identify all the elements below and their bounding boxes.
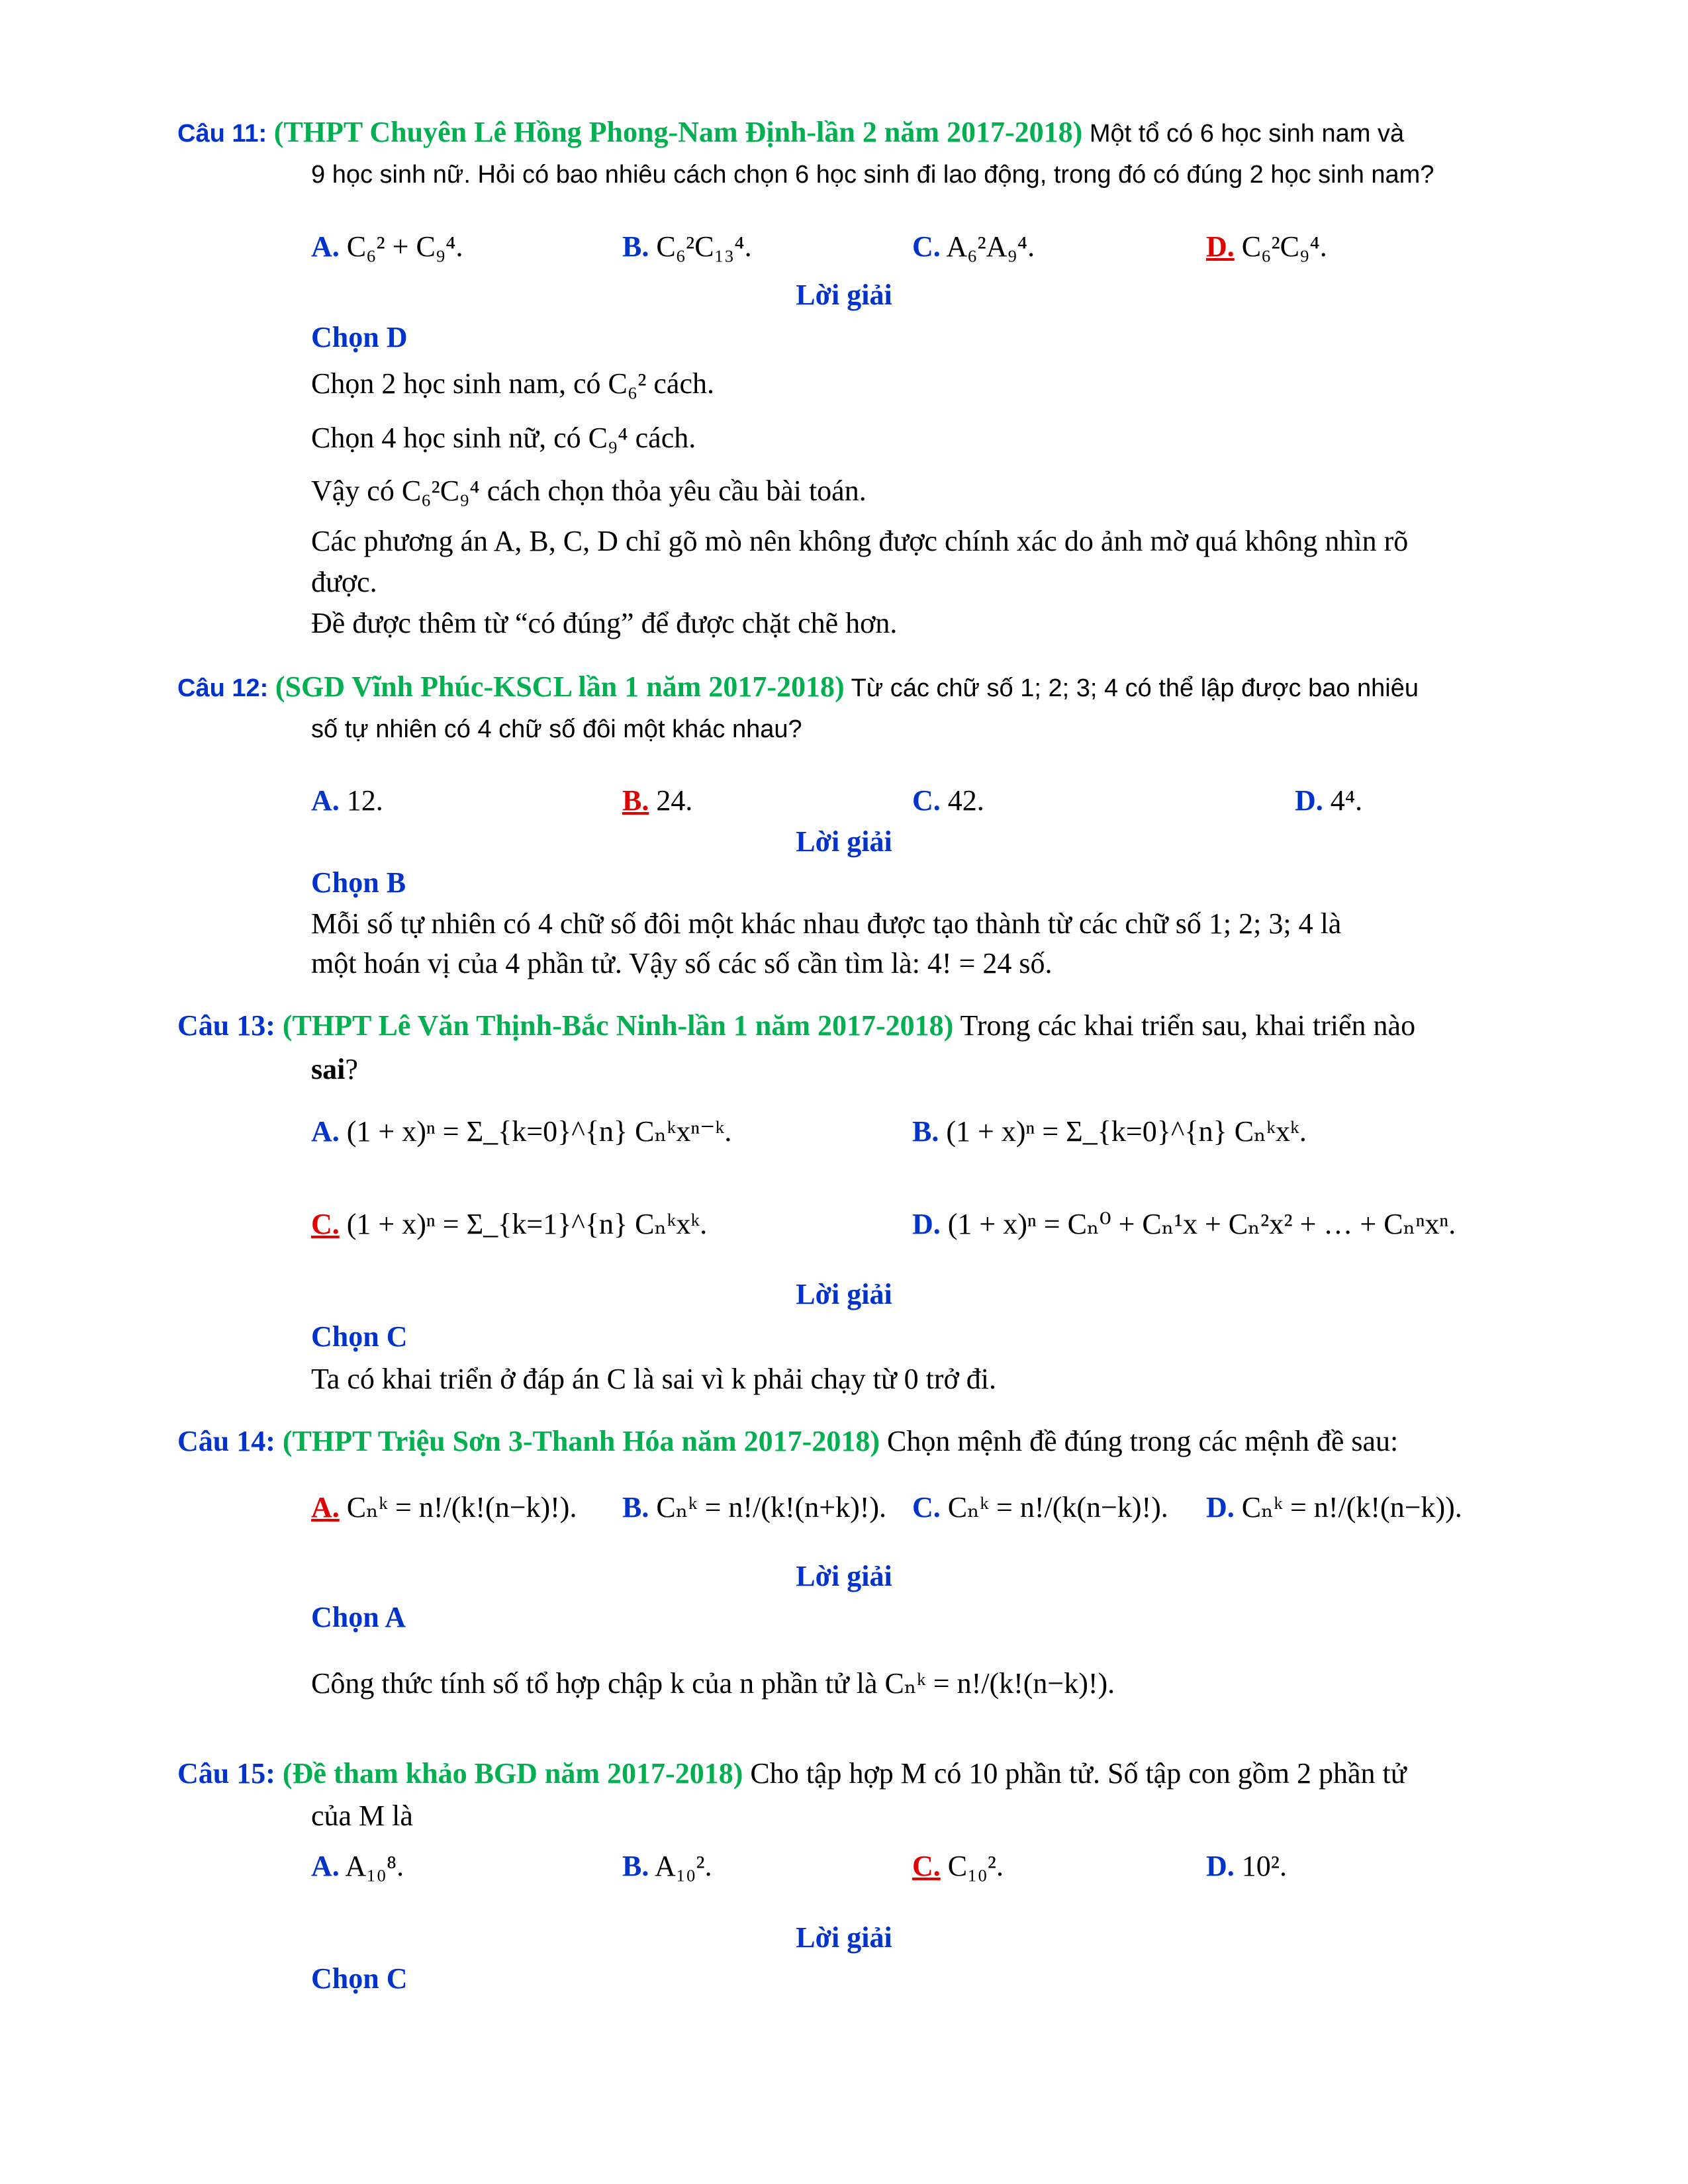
q12-option-d-value: 4⁴. xyxy=(1330,784,1363,817)
q11-option-d[interactable] xyxy=(1206,228,1327,265)
q11-answer: Chọn D xyxy=(311,321,408,353)
q13-option-b-value: (1 + x)ⁿ = Σ_{k=0}^{n} Cₙᵏxᵏ. xyxy=(946,1115,1307,1148)
q15-option-a-label: A. xyxy=(311,1850,340,1882)
q11-option-d-value: C₆²C₉⁴. xyxy=(1241,230,1327,263)
q15-heading xyxy=(177,1755,1407,1792)
q15-option-a-value: A₁₀⁸. xyxy=(345,1850,404,1882)
q12-number: Câu 12: xyxy=(177,674,269,702)
q13-text-2-end: ? xyxy=(345,1053,358,1085)
q14-line-1: Công thức tính số tổ hợp chập k của n phần tử là Cₙᵏ = n!/(k!(n−k)!). xyxy=(311,1667,1115,1700)
q13-option-b-label: B. xyxy=(912,1115,939,1148)
q11-option-b-label: B. xyxy=(622,230,649,263)
q11-line-1: Chọn 2 học sinh nam, có C₆² cách. xyxy=(311,367,714,400)
q11-text-1: Một tổ có 6 học sinh nam và xyxy=(1089,120,1405,148)
q15-option-b-label: B. xyxy=(622,1850,649,1882)
q15-option-c-label: C. xyxy=(912,1850,941,1882)
q15-option-d[interactable] xyxy=(1206,1848,1287,1885)
q12-text-1: Từ các chữ số 1; 2; 3; 4 có thể lập được bao nhiêu xyxy=(851,674,1419,702)
q14-source: (THPT Triệu Sơn 3-Thanh Hóa năm 2017-2018) xyxy=(282,1425,880,1457)
q15-text-2: của M là xyxy=(311,1799,413,1832)
q15-option-b[interactable] xyxy=(622,1848,712,1885)
q15-text-1: Cho tập hợp M có 10 phần tử. Số tập con gồm 2 phần tử xyxy=(750,1757,1407,1790)
q15-solution-title: Lời giải xyxy=(796,1921,892,1954)
q15-source: (Đề tham khảo BGD năm 2017-2018) xyxy=(282,1757,743,1790)
q13-option-c[interactable] xyxy=(311,1206,707,1243)
q13-source: (THPT Lê Văn Thịnh-Bắc Ninh-lần 1 năm 2017-2018) xyxy=(282,1009,954,1042)
q11-option-c[interactable] xyxy=(912,228,1035,265)
q12-option-a-value: 12. xyxy=(346,784,383,817)
q14-option-c-label: C. xyxy=(912,1491,941,1524)
q11-line-3: Vậy có C₆²C₉⁴ cách chọn thỏa yêu cầu bài toán. xyxy=(311,475,867,507)
q14-option-b-value: Cₙᵏ = n!/(k!(n+k)!). xyxy=(656,1491,887,1524)
q13-line-1: Ta có khai triển ở đáp án C là sai vì k phải chạy từ 0 trở đi. xyxy=(311,1363,997,1395)
q12-option-d[interactable] xyxy=(1295,782,1362,819)
q14-option-d-value: Cₙᵏ = n!/(k!(n−k)). xyxy=(1241,1491,1462,1524)
q13-number: Câu 13: xyxy=(177,1009,275,1042)
q15-option-c-value: C₁₀². xyxy=(947,1850,1004,1882)
q12-option-a-label: A. xyxy=(311,784,340,817)
q13-answer: Chọn C xyxy=(311,1320,408,1353)
q12-line-2: một hoán vị của 4 phần tử. Vậy số các số cần tìm là: 4! = 24 số. xyxy=(311,947,1053,979)
q14-option-b-label: B. xyxy=(622,1491,649,1524)
q14-solution-title: Lời giải xyxy=(796,1560,892,1592)
q14-option-d-label: D. xyxy=(1206,1491,1235,1524)
q14-text-1: Chọn mệnh đề đúng trong các mệnh đề sau: xyxy=(886,1425,1399,1457)
q12-option-c[interactable] xyxy=(912,782,984,819)
q15-option-a[interactable] xyxy=(311,1848,404,1885)
q11-solution-title: Lời giải xyxy=(796,279,892,311)
q11-text-2: 9 học sinh nữ. Hỏi có bao nhiêu cách chọn 6 học sinh đi lao động, trong đó có đúng 2 học sinh nam? xyxy=(311,161,1434,189)
q11-number: Câu 11: xyxy=(177,120,267,148)
q15-option-d-value: 10². xyxy=(1241,1850,1287,1882)
q15-option-c[interactable] xyxy=(912,1848,1004,1885)
q15-answer: Chọn C xyxy=(311,1962,408,1995)
q13-option-a[interactable] xyxy=(311,1113,731,1150)
q13-option-a-value: (1 + x)ⁿ = Σ_{k=0}^{n} Cₙᵏxⁿ⁻ᵏ. xyxy=(346,1115,732,1148)
q14-option-c[interactable] xyxy=(912,1489,1168,1526)
q11-line-2: Chọn 4 học sinh nữ, có C₉⁴ cách. xyxy=(311,422,696,454)
q14-option-a[interactable] xyxy=(311,1489,577,1526)
q14-option-a-label: A. xyxy=(311,1491,340,1524)
q14-heading xyxy=(177,1423,1398,1460)
q14-option-d[interactable] xyxy=(1206,1489,1462,1526)
q11-source: (THPT Chuyên Lê Hồng Phong-Nam Định-lần 2 năm 2017-2018) xyxy=(273,116,1083,148)
q15-number: Câu 15: xyxy=(177,1757,275,1790)
q14-option-b[interactable] xyxy=(622,1489,886,1526)
q14-option-c-value: Cₙᵏ = n!/(k(n−k)!). xyxy=(947,1491,1168,1524)
q12-source: (SGD Vĩnh Phúc-KSCL lần 1 năm 2017-2018) xyxy=(275,670,845,703)
q12-option-d-label: D. xyxy=(1295,784,1323,817)
q11-option-d-label: D. xyxy=(1206,230,1235,263)
q11-option-b-value: C₆²C₁₃⁴. xyxy=(656,230,752,263)
q12-line-1: Mỗi số tự nhiên có 4 chữ số đôi một khác nhau được tạo thành từ các chữ số 1; 2; 3; 4 là xyxy=(311,907,1342,940)
q12-option-a[interactable] xyxy=(311,782,383,819)
q13-option-a-label: A. xyxy=(311,1115,340,1148)
q13-option-c-label: C. xyxy=(311,1208,340,1240)
q13-option-c-value: (1 + x)ⁿ = Σ_{k=1}^{n} Cₙᵏxᵏ. xyxy=(346,1208,708,1240)
q11-line-4: Các phương án A, B, C, D chỉ gõ mò nên không được chính xác do ảnh mờ quá không nhìn rõ xyxy=(311,525,1409,557)
q12-solution-title: Lời giải xyxy=(796,825,892,858)
q12-option-b[interactable] xyxy=(622,782,692,819)
q13-option-d-label: D. xyxy=(912,1208,941,1240)
q11-option-a-value: C₆² + C₉⁴. xyxy=(346,230,463,263)
q13-solution-title: Lời giải xyxy=(796,1278,892,1310)
q11-option-a[interactable] xyxy=(311,228,463,265)
q12-heading xyxy=(177,668,1419,707)
q13-option-d-value: (1 + x)ⁿ = Cₙ⁰ + Cₙ¹x + Cₙ²x² + … + Cₙⁿxⁿ. xyxy=(947,1208,1456,1240)
q11-line-5: được. xyxy=(311,566,377,598)
q12-option-c-label: C. xyxy=(912,784,941,817)
q11-option-c-value: A₆²A₉⁴. xyxy=(946,230,1035,263)
q12-answer: Chọn B xyxy=(311,866,406,899)
q12-option-b-label: B. xyxy=(622,784,649,817)
q14-answer: Chọn A xyxy=(311,1601,406,1633)
q14-number: Câu 14: xyxy=(177,1425,275,1457)
q11-option-b[interactable] xyxy=(622,228,752,265)
q12-text-2: số tự nhiên có 4 chữ số đôi một khác nhau? xyxy=(311,715,802,743)
q11-option-c-label: C. xyxy=(912,230,941,263)
q13-text-2: sai xyxy=(311,1053,346,1085)
q11-heading xyxy=(177,114,1404,152)
q15-option-b-value: A₁₀². xyxy=(654,1850,712,1882)
q12-option-b-value: 24. xyxy=(656,784,693,817)
q13-text-1: Trong các khai triển sau, khai triển nào xyxy=(960,1009,1416,1042)
q13-text-2-wrap xyxy=(311,1051,358,1088)
q11-line-6: Đề được thêm từ “có đúng” để được chặt chẽ hơn. xyxy=(311,607,898,639)
q14-option-a-value: Cₙᵏ = n!/(k!(n−k)!). xyxy=(346,1491,577,1524)
q15-option-d-label: D. xyxy=(1206,1850,1235,1882)
q13-option-d[interactable] xyxy=(912,1206,1456,1243)
q13-option-b[interactable] xyxy=(912,1113,1307,1150)
q12-option-c-value: 42. xyxy=(947,784,984,817)
q11-option-a-label: A. xyxy=(311,230,340,263)
q13-heading xyxy=(177,1007,1415,1044)
